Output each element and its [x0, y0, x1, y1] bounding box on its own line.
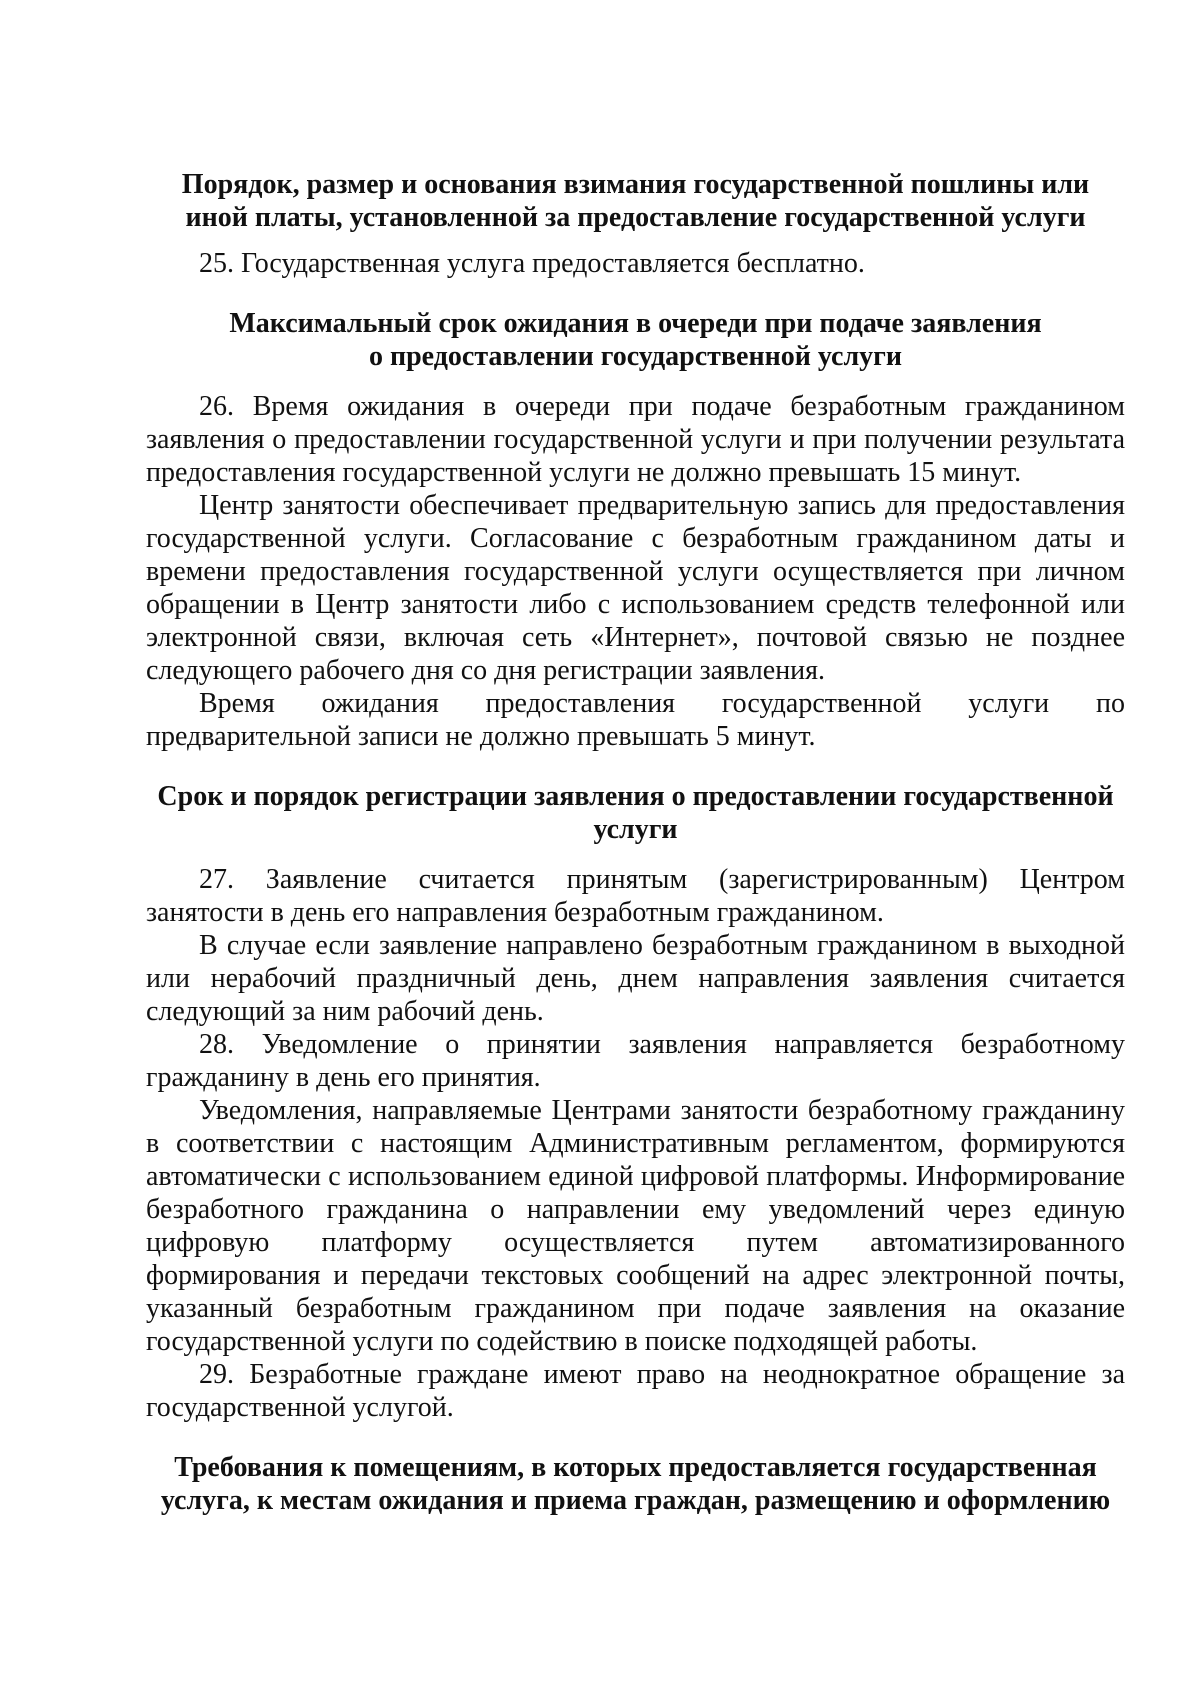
heading-line: Срок и порядок регистрации заявления о предоставлении государственной	[157, 781, 1114, 812]
heading-line: Порядок, размер и основания взимания государственной пошлины или	[181, 169, 1090, 200]
section-heading-registration	[146, 780, 1125, 846]
section-heading-fee	[146, 168, 1125, 234]
heading-line: услуга, к местам ожидания и приема граждан, размещению и оформлению	[160, 1485, 1111, 1516]
document-page	[146, 168, 1125, 1517]
section-heading-premises	[146, 1451, 1125, 1517]
paragraph-28: 28. Уведомление о принятии заявления направляется безработному гражданину в день его принятия.	[146, 1029, 1125, 1093]
paragraph-26-appointment: Центр занятости обеспечивает предварительную запись для предоставления государственной услуги. Согласование с безработным гражданином даты и времени предоставления государственной услуги осуществляется при личном обращении в Центр занятости либо с использованием средств телефонной или электронной связи, включая сеть «Интернет», почтовой связью не позднее следующего рабочего дня со дня регистрации заявления.	[146, 490, 1125, 686]
paragraph-25: 25. Государственная услуга предоставляется бесплатно.	[199, 248, 865, 279]
heading-line: иной платы, установленной за предоставление государственной услуги	[185, 202, 1086, 233]
heading-line: о предоставлении государственной услуги	[368, 341, 903, 372]
section-heading-queue-time	[146, 307, 1125, 373]
heading-line: услуги	[593, 814, 678, 845]
heading-line: Максимальный срок ожидания в очереди при подаче заявления	[229, 308, 1042, 339]
heading-line: Требования к помещениям, в которых предоставляется государственная	[174, 1452, 1097, 1483]
paragraph-26: 26. Время ожидания в очереди при подаче безработным гражданином заявления о предоставлении государственной услуги и при получении результата предоставления государственной услуги не должно превышать 15 минут.	[146, 391, 1125, 488]
paragraph-26-wait-time: Время ожидания предоставления государственной услуги по предварительной записи не должно превышать 5 минут.	[146, 688, 1125, 752]
paragraph-28-notifications: Уведомления, направляемые Центрами занятости безработному гражданину в соответствии с настоящим Административным регламентом, формируются автоматически с использованием единой цифровой платформы. Информирование безработного гражданина о направлении ему уведомлений через единую цифровую платформу осуществляется путем автоматизированного формирования и передачи текстовых сообщений на адрес электронной почты, указанный безработным гражданином при подаче заявления на оказание государственной услуги по содействию в поиске подходящей работы.	[146, 1095, 1125, 1357]
paragraph-27: 27. Заявление считается принятым (зарегистрированным) Центром занятости в день его направления безработным гражданином.	[146, 864, 1125, 928]
paragraph-27-holiday: В случае если заявление направлено безработным гражданином в выходной или нерабочий праздничный день, днем направления заявления считается следующий за ним рабочий день.	[146, 930, 1125, 1027]
paragraph-29: 29. Безработные граждане имеют право на неоднократное обращение за государственной услугой.	[146, 1359, 1125, 1423]
